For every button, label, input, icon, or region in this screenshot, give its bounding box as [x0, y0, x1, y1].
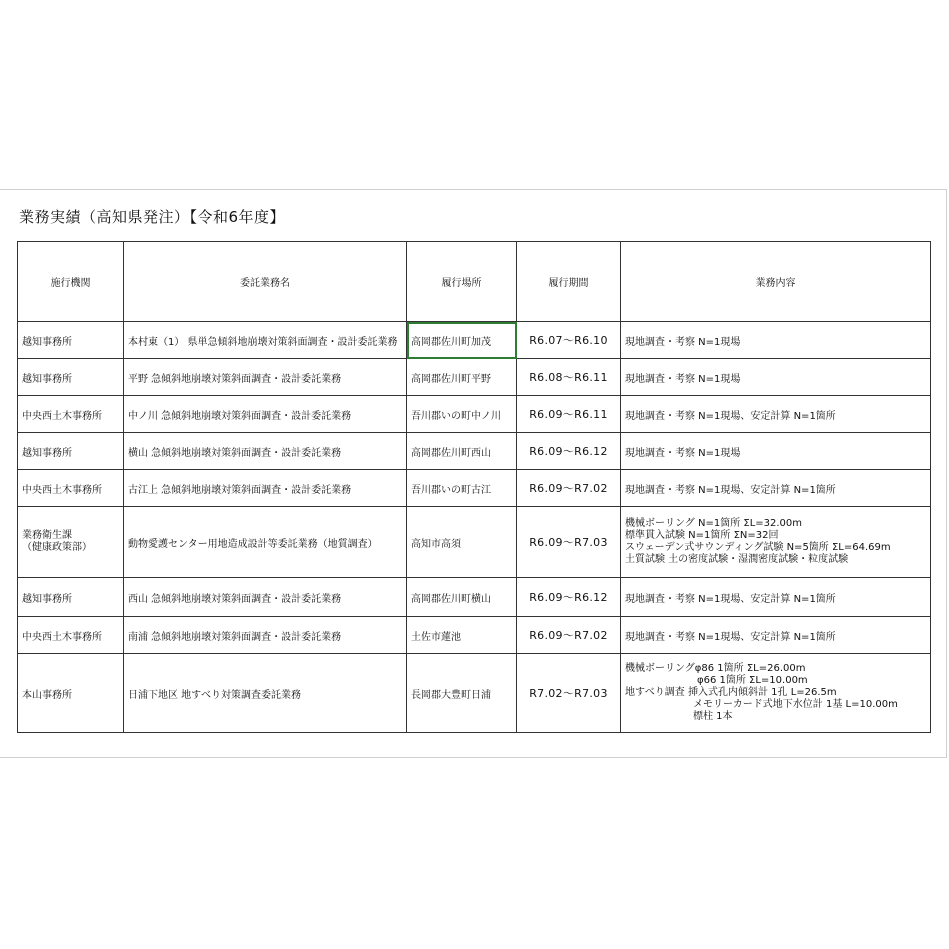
table-row: [18, 470, 931, 507]
cell-place[interactable]: 高岡郡佐川町西山: [407, 433, 517, 470]
table-row: [18, 396, 931, 433]
content-line: スウェーデン式サウンディング試験 N=5箇所 ΣL=64.69m: [625, 542, 891, 553]
cell-agency[interactable]: 中央西土木事務所: [18, 617, 124, 654]
header-place: 履行場所: [407, 242, 517, 322]
cell-content[interactable]: [621, 654, 931, 733]
cell-place[interactable]: 高岡郡佐川町平野: [407, 359, 517, 396]
cell-project-name[interactable]: 日浦下地区 地すべり対策調査委託業務: [124, 654, 407, 733]
cell-content[interactable]: 現地調査・考察 N=1現場: [621, 433, 931, 470]
document-sheet: [0, 189, 947, 758]
cell-agency[interactable]: 越知事務所: [18, 433, 124, 470]
cell-project-name[interactable]: 平野 急傾斜地崩壊対策斜面調査・設計委託業務: [124, 359, 407, 396]
cell-agency[interactable]: 中央西土木事務所: [18, 470, 124, 507]
cell-place[interactable]: 長岡郡大豊町日浦: [407, 654, 517, 733]
cell-agency[interactable]: 越知事務所: [18, 578, 124, 617]
cell-period[interactable]: R6.09～R7.02: [517, 617, 621, 654]
table-row: [18, 433, 931, 470]
header-row: [18, 242, 931, 322]
content-line: 標準貫入試験 N=1箇所 ΣN=32回: [625, 530, 779, 541]
header-period: 履行期間: [517, 242, 621, 322]
content-line: 機械ボーリング N=1箇所 ΣL=32.00m: [625, 518, 803, 529]
cell-project-name[interactable]: 中ノ川 急傾斜地崩壊対策斜面調査・設計委託業務: [124, 396, 407, 433]
cell-content[interactable]: 現地調査・考察 N=1現場、安定計算 N=1箇所: [621, 617, 931, 654]
cell-period[interactable]: R6.09～R6.12: [517, 578, 621, 617]
cell-content[interactable]: 現地調査・考察 N=1現場: [621, 359, 931, 396]
content-line: 機械ボーリングφ86 1箇所 ΣL=26.00m: [625, 663, 806, 674]
header-agency: 施行機関: [18, 242, 124, 322]
cell-agency[interactable]: 越知事務所: [18, 322, 124, 359]
cell-agency[interactable]: 越知事務所: [18, 359, 124, 396]
cell-place[interactable]: 高知市高須: [407, 507, 517, 578]
header-content: 業務内容: [621, 242, 931, 322]
content-line: メモリーカード式地下水位計 1基 L=10.00m: [693, 699, 898, 710]
cell-period[interactable]: R7.02～R7.03: [517, 654, 621, 733]
cell-project-name[interactable]: 南浦 急傾斜地崩壊対策斜面調査・設計委託業務: [124, 617, 407, 654]
header-project-name: 委託業務名: [124, 242, 407, 322]
cell-content[interactable]: 現地調査・考察 N=1現場、安定計算 N=1箇所: [621, 470, 931, 507]
cell-period[interactable]: R6.09～R6.11: [517, 396, 621, 433]
agency-line: 業務衛生課: [22, 530, 72, 541]
content-line: 土質試験 土の密度試験・湿潤密度試験・粒度試験: [625, 554, 849, 565]
content-line: φ66 1箇所 ΣL=10.00m: [697, 675, 808, 686]
agency-line: （健康政策部）: [22, 542, 92, 553]
content-line: 標柱 1本: [693, 711, 733, 722]
cell-place[interactable]: 高岡郡佐川町横山: [407, 578, 517, 617]
cell-period[interactable]: R6.07～R6.10: [517, 322, 621, 359]
cell-period[interactable]: R6.09～R7.03: [517, 507, 621, 578]
cell-agency[interactable]: [18, 507, 124, 578]
cell-place-selected[interactable]: 高岡郡佐川町加茂: [407, 322, 517, 359]
cell-content[interactable]: 現地調査・考察 N=1現場、安定計算 N=1箇所: [621, 396, 931, 433]
cell-place[interactable]: 土佐市蓮池: [407, 617, 517, 654]
cell-content[interactable]: [621, 507, 931, 578]
cell-period[interactable]: R6.09～R7.02: [517, 470, 621, 507]
cell-content[interactable]: 現地調査・考察 N=1現場、安定計算 N=1箇所: [621, 578, 931, 617]
cell-project-name[interactable]: 西山 急傾斜地崩壊対策斜面調査・設計委託業務: [124, 578, 407, 617]
table-row: [18, 359, 931, 396]
table-row: [18, 654, 931, 733]
table-row: [18, 322, 931, 359]
cell-place[interactable]: 吾川郡いの町中ノ川: [407, 396, 517, 433]
table-row: [18, 617, 931, 654]
table-row: [18, 507, 931, 578]
content-line: 地すべり調査 挿入式孔内傾斜計 1孔 L=26.5m: [625, 687, 837, 698]
cell-project-name[interactable]: 横山 急傾斜地崩壊対策斜面調査・設計委託業務: [124, 433, 407, 470]
cell-period[interactable]: R6.08～R6.11: [517, 359, 621, 396]
cell-project-name[interactable]: 古江上 急傾斜地崩壊対策斜面調査・設計委託業務: [124, 470, 407, 507]
cell-place[interactable]: 吾川郡いの町古江: [407, 470, 517, 507]
cell-agency[interactable]: 中央西土木事務所: [18, 396, 124, 433]
cell-project-name[interactable]: 本村東（1） 県単急傾斜地崩壊対策斜面調査・設計委託業務: [124, 322, 407, 359]
table-row: [18, 578, 931, 617]
cell-project-name[interactable]: 動物愛護センター用地造成設計等委託業務（地質調査）: [124, 507, 407, 578]
cell-agency[interactable]: 本山事務所: [18, 654, 124, 733]
results-table: [17, 241, 931, 733]
cell-content[interactable]: 現地調査・考察 N=1現場: [621, 322, 931, 359]
page-title: 業務実績（高知県発注）【令和6年度】: [19, 208, 286, 226]
cell-period[interactable]: R6.09～R6.12: [517, 433, 621, 470]
